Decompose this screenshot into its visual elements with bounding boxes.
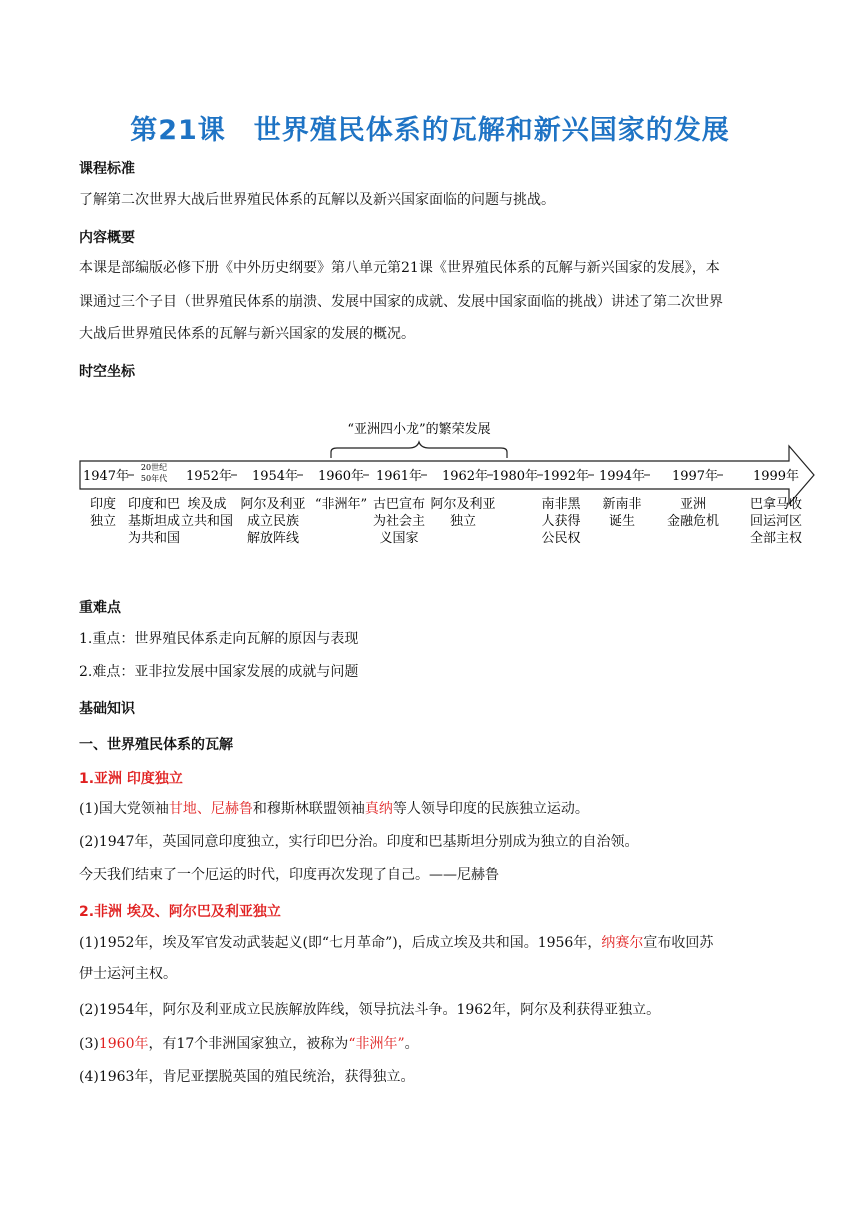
timeline-event: “非洲年” bbox=[314, 497, 368, 512]
section-1-heading: 一、世界殖民体系的瓦解 bbox=[79, 737, 233, 753]
timeline-year: 1997年 bbox=[671, 469, 719, 484]
timeline-event: 新南非 bbox=[602, 497, 642, 512]
keypoints-heading: 重难点 bbox=[79, 600, 121, 616]
timeline-year: 1961年 bbox=[375, 469, 423, 484]
timeline-event: 古巴宣布 bbox=[372, 497, 426, 512]
timeline-event: 全部主权 bbox=[749, 531, 803, 546]
africa-paragraph-2: (2)1954年，阿尔及利亚成立民族解放阵线，领导抗法斗争。1962年，阿尔及利获得亚独立。 bbox=[79, 1002, 661, 1018]
timeline-event: 独立 bbox=[449, 514, 477, 529]
timeline-svg bbox=[79, 410, 819, 560]
timeline-year: 1999年 bbox=[752, 469, 800, 484]
timeline-year: 1960年 bbox=[317, 469, 365, 484]
timeline-small-year: 20世纪 bbox=[140, 463, 168, 472]
course-standard-text: 了解第二次世界大战后世界殖民体系的瓦解以及新兴国家面临的问题与挑战。 bbox=[79, 192, 555, 208]
overview-heading: 内容概要 bbox=[79, 230, 135, 246]
timeline-figure bbox=[79, 410, 819, 564]
course-standard-heading: 课程标准 bbox=[79, 161, 135, 177]
africa-paragraph-1a: (1)1952年，埃及军官发动武装起义(即“七月革命”)，后成立埃及共和国。1956年，纳赛尔宣布收回苏 bbox=[79, 935, 714, 951]
timeline-event: 阿尔及利亚 bbox=[240, 497, 306, 512]
timeline-year: 1980年 bbox=[491, 469, 539, 484]
timeline-year: 1962年 bbox=[441, 469, 489, 484]
timeline-event: 回运河区 bbox=[749, 514, 803, 529]
timeline-event: 巴拿马收 bbox=[749, 497, 803, 512]
keypoint-1: 1.重点：世界殖民体系走向瓦解的原因与表现 bbox=[79, 631, 359, 647]
timeline-event: 解放阵线 bbox=[246, 531, 300, 546]
asia-paragraph-2: (2)1947年，英国同意印度独立，实行印巴分治。印度和巴基斯坦分别成为独立的自治领。 bbox=[79, 834, 639, 850]
timeline-event: 阿尔及利亚 bbox=[430, 497, 496, 512]
timeline-year: 1994年 bbox=[598, 469, 646, 484]
timeline-year: 1954年 bbox=[251, 469, 299, 484]
timeline-year: 1992年 bbox=[542, 469, 590, 484]
overview-line-1: 本课是部编版必修下册《中外历史纲要》第八单元第21课《世界殖民体系的瓦解与新兴国家的发展》，本 bbox=[79, 260, 720, 276]
timeline-event: 诞生 bbox=[608, 514, 636, 529]
timeline-event: 南非黑 bbox=[541, 497, 581, 512]
nehru-quote: 今天我们结束了一个厄运的时代，印度再次发现了自己。——尼赫鲁 bbox=[79, 867, 499, 883]
keypoint-2: 2.难点：亚非拉发展中国家发展的成就与问题 bbox=[79, 664, 359, 680]
timeline-event: 立共和国 bbox=[180, 514, 234, 529]
africa-paragraph-4: (4)1963年，肯尼亚摆脱英国的殖民统治，获得独立。 bbox=[79, 1069, 415, 1085]
timeline-event: 印度 bbox=[89, 497, 117, 512]
timeline-event: 成立民族 bbox=[246, 514, 300, 529]
timeline-event: 印度和巴 bbox=[127, 497, 181, 512]
timeline-event: 为社会主 bbox=[372, 514, 426, 529]
overview-line-3: 大战后世界殖民体系的瓦解与新兴国家的发展的概况。 bbox=[79, 326, 415, 342]
lesson-title: 第21课 世界殖民体系的瓦解和新兴国家的发展 bbox=[130, 115, 730, 146]
timeline-small-year: 50年代 bbox=[140, 474, 168, 483]
africa-paragraph-1b: 伊士运河主权。 bbox=[79, 966, 177, 982]
asia-paragraph-1: (1)国大党领袖甘地、尼赫鲁和穆斯林联盟领袖真纳等人领导印度的民族独立运动。 bbox=[79, 801, 589, 817]
timeline-year: 1952年 bbox=[185, 469, 233, 484]
timeline-event: 埃及成 bbox=[187, 497, 227, 512]
basics-heading: 基础知识 bbox=[79, 701, 135, 717]
timeline-brace bbox=[331, 442, 507, 458]
timeline-heading: 时空坐标 bbox=[79, 364, 135, 380]
timeline-year: 1947年 bbox=[82, 469, 130, 484]
timeline-event: 亚洲 bbox=[679, 497, 707, 512]
timeline-event: 独立 bbox=[89, 514, 117, 529]
timeline-event: 人获得 bbox=[541, 514, 581, 529]
timeline-event: 为共和国 bbox=[127, 531, 181, 546]
timeline-event: 义国家 bbox=[379, 531, 419, 546]
africa-paragraph-3: (3)1960年，有17个非洲国家独立，被称为“非洲年”。 bbox=[79, 1036, 419, 1052]
timeline-event: 公民权 bbox=[541, 531, 581, 546]
timeline-event: 金融危机 bbox=[666, 514, 720, 529]
africa-heading: 2.非洲 埃及、阿尔巴及利亚独立 bbox=[79, 904, 281, 920]
timeline-event: 基斯坦成 bbox=[127, 514, 181, 529]
overview-line-2: 课通过三个子目（世界殖民体系的崩溃、发展中国家的成就、发展中国家面临的挑战）讲述了第二次世界 bbox=[79, 294, 723, 310]
brace-label: “亚洲四小龙”的繁荣发展 bbox=[347, 422, 491, 437]
asia-heading: 1.亚洲 印度独立 bbox=[79, 771, 183, 787]
